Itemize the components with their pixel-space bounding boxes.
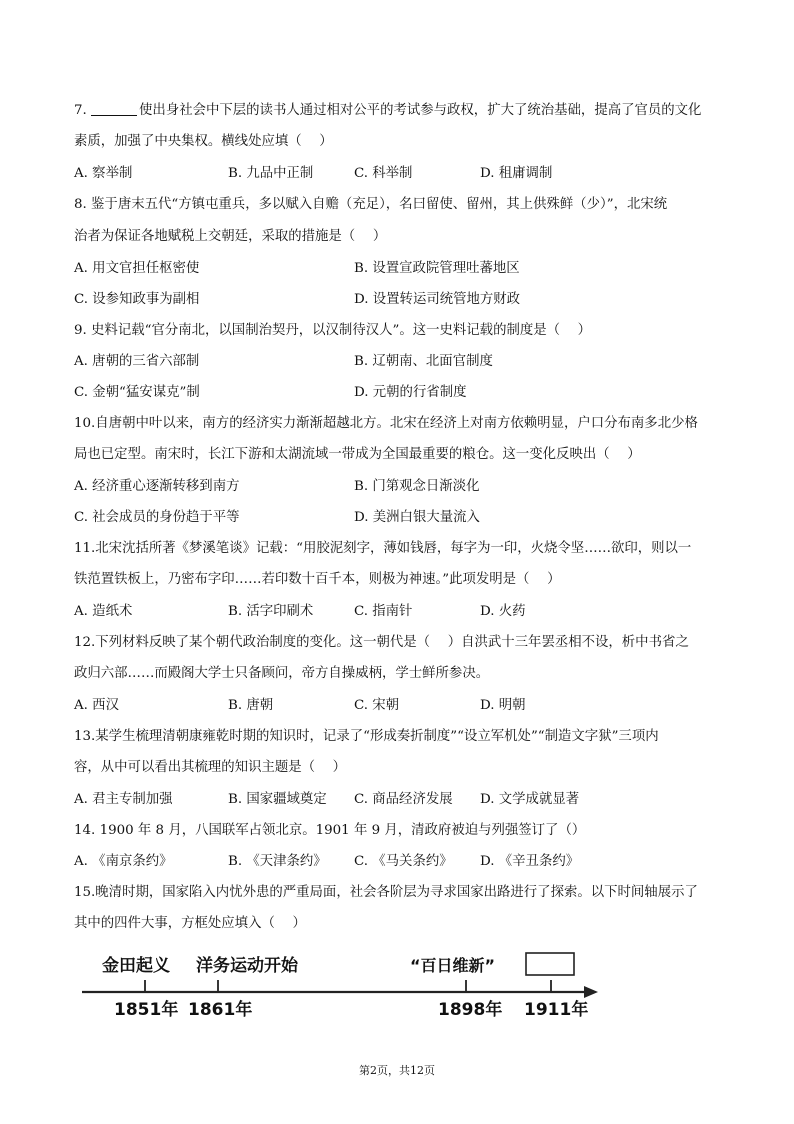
option-c: C. 指南针 (354, 604, 413, 619)
option-b: B. 活字印刷术 (228, 604, 314, 619)
option-c: C. 宋朝 (354, 698, 400, 713)
page-footer: 第2页，共12页 (359, 1064, 435, 1077)
event-hundred-days-reform: “百日维新” (410, 956, 496, 975)
option-b: B. 国家疆域奠定 (228, 792, 327, 807)
question-9-line-1: 9. 史料记载“官分南北，以国制治契丹，以汉制待汉人”。这一史料记载的制度是（ ） (74, 323, 592, 338)
year-1851: 1851年 (114, 1000, 179, 1020)
question-8-line-1: 8. 鉴于唐末五代“方镇屯重兵，多以赋入自赡（充足），名曰留使、留州，其上供殊鲜（少）”，北宋统 (74, 197, 668, 212)
option-b: B. 辽朝南、北面官制度 (354, 354, 493, 369)
option-a: A. 唐朝的三省六部制 (74, 354, 200, 369)
option-c: C. 商品经济发展 (354, 792, 453, 807)
option-a: A. 西汉 (74, 698, 119, 713)
option-d: D. 《辛丑条约》 (480, 854, 580, 869)
option-d: D. 设置转运司统管地方财政 (354, 292, 521, 307)
question-11-line-2: 铁范置铁板上，乃密布字印……若印数十百千本，则极为神速。”此项发明是（ ） (74, 572, 561, 587)
question-14-line-1: 14. 1900 年 8 月，八国联军占领北京。1901 年 9 月，清政府被迫与列强签订了（） (74, 823, 586, 838)
option-d: D. 租庸调制 (480, 166, 553, 181)
timeline-diagram (0, 945, 794, 1035)
event-westernization-movement: 洋务运动开始 (196, 956, 298, 976)
option-a: A. 君主专制加强 (74, 792, 173, 807)
question-12-line-1: 12.下列材料反映了某个朝代政治制度的变化。这一朝代是（ ）自洪武十三年罢丞相不设，析中书省之 (74, 635, 689, 650)
option-d: D. 明朝 (480, 698, 526, 713)
option-d: D. 火药 (480, 604, 526, 619)
option-d: D. 文学成就显著 (480, 792, 580, 807)
answer-blank (91, 101, 137, 116)
timeline-arrow-head (584, 986, 598, 998)
option-a: A. 经济重心逐渐转移到南方 (74, 479, 240, 494)
question-10-line-2: 局也已定型。南宋时，长江下游和太湖流域一带成为全国最重要的粮仓。这一变化反映出（ ） (74, 447, 641, 462)
question-11-line-1: 11.北宋沈括所著《梦溪笔谈》记载：“用胶泥刻字，薄如钱唇，每字为一印，火烧令坚……欲印，则以一 (74, 541, 692, 556)
option-b: B. 九品中正制 (228, 166, 314, 181)
question-10-line-1: 10.自唐朝中叶以来，南方的经济实力渐渐超越北方。北宋在经济上对南方依赖明显，户口分布南多北少格 (74, 416, 698, 431)
option-a: A. 造纸术 (74, 604, 133, 619)
question-13-line-2: 容，从中可以看出其梳理的知识主题是（ ） (74, 760, 347, 775)
option-c: C. 社会成员的身份趋于平等 (74, 510, 240, 525)
option-a: A. 《南京条约》 (74, 854, 173, 869)
question-13-line-1: 13.某学生梳理清朝康雍乾时期的知识时，记录了“形成奏折制度”“设立军机处”“制造文字狱”三项内 (74, 729, 659, 744)
option-b: B. 设置宣政院管理吐蕃地区 (354, 261, 520, 276)
year-1911: 1911年 (524, 1000, 589, 1020)
event-jintian-uprising: 金田起义 (102, 956, 170, 976)
year-1898: 1898年 (438, 1000, 503, 1020)
question-15-line-1: 15.晚清时期，国家陷入内忧外患的严重局面，社会各阶层为寻求国家出路进行了探索。以下时间轴展示了 (74, 885, 698, 900)
option-a: A. 用文官担任枢密使 (74, 261, 200, 276)
option-a: A. 察举制 (74, 166, 133, 181)
question-15-line-2: 其中的四件大事，方框处应填入（ ） (74, 916, 306, 931)
question-7-line-1: 7. 使出身社会中下层的读书人通过相对公平的考试参与政权，扩大了统治基础，提高了官员的文化 (74, 103, 702, 118)
option-c: C. 金朝“猛安谋克”制 (74, 385, 200, 400)
option-b: B. 唐朝 (228, 698, 274, 713)
option-d: D. 美洲白银大量流入 (354, 510, 480, 525)
question-7-line-2: 素质，加强了中央集权。横线处应填（ ） (74, 134, 333, 149)
option-c: C. 设参知政事为副相 (74, 292, 200, 307)
question-12-line-2: 政归六部……而殿阁大学士只备顾问，帝方自操威柄，学士鲜所参决。 (74, 666, 490, 681)
option-d: D. 元朝的行省制度 (354, 385, 467, 400)
option-c: C. 科举制 (354, 166, 413, 181)
answer-box (526, 953, 574, 975)
option-b: B. 《天津条约》 (228, 854, 327, 869)
question-8-line-2: 治者为保证各地赋税上交朝廷，采取的措施是（ ） (74, 229, 387, 244)
year-1861: 1861年 (188, 1000, 253, 1020)
option-b: B. 门第观念日渐淡化 (354, 479, 480, 494)
option-c: C. 《马关条约》 (354, 854, 453, 869)
